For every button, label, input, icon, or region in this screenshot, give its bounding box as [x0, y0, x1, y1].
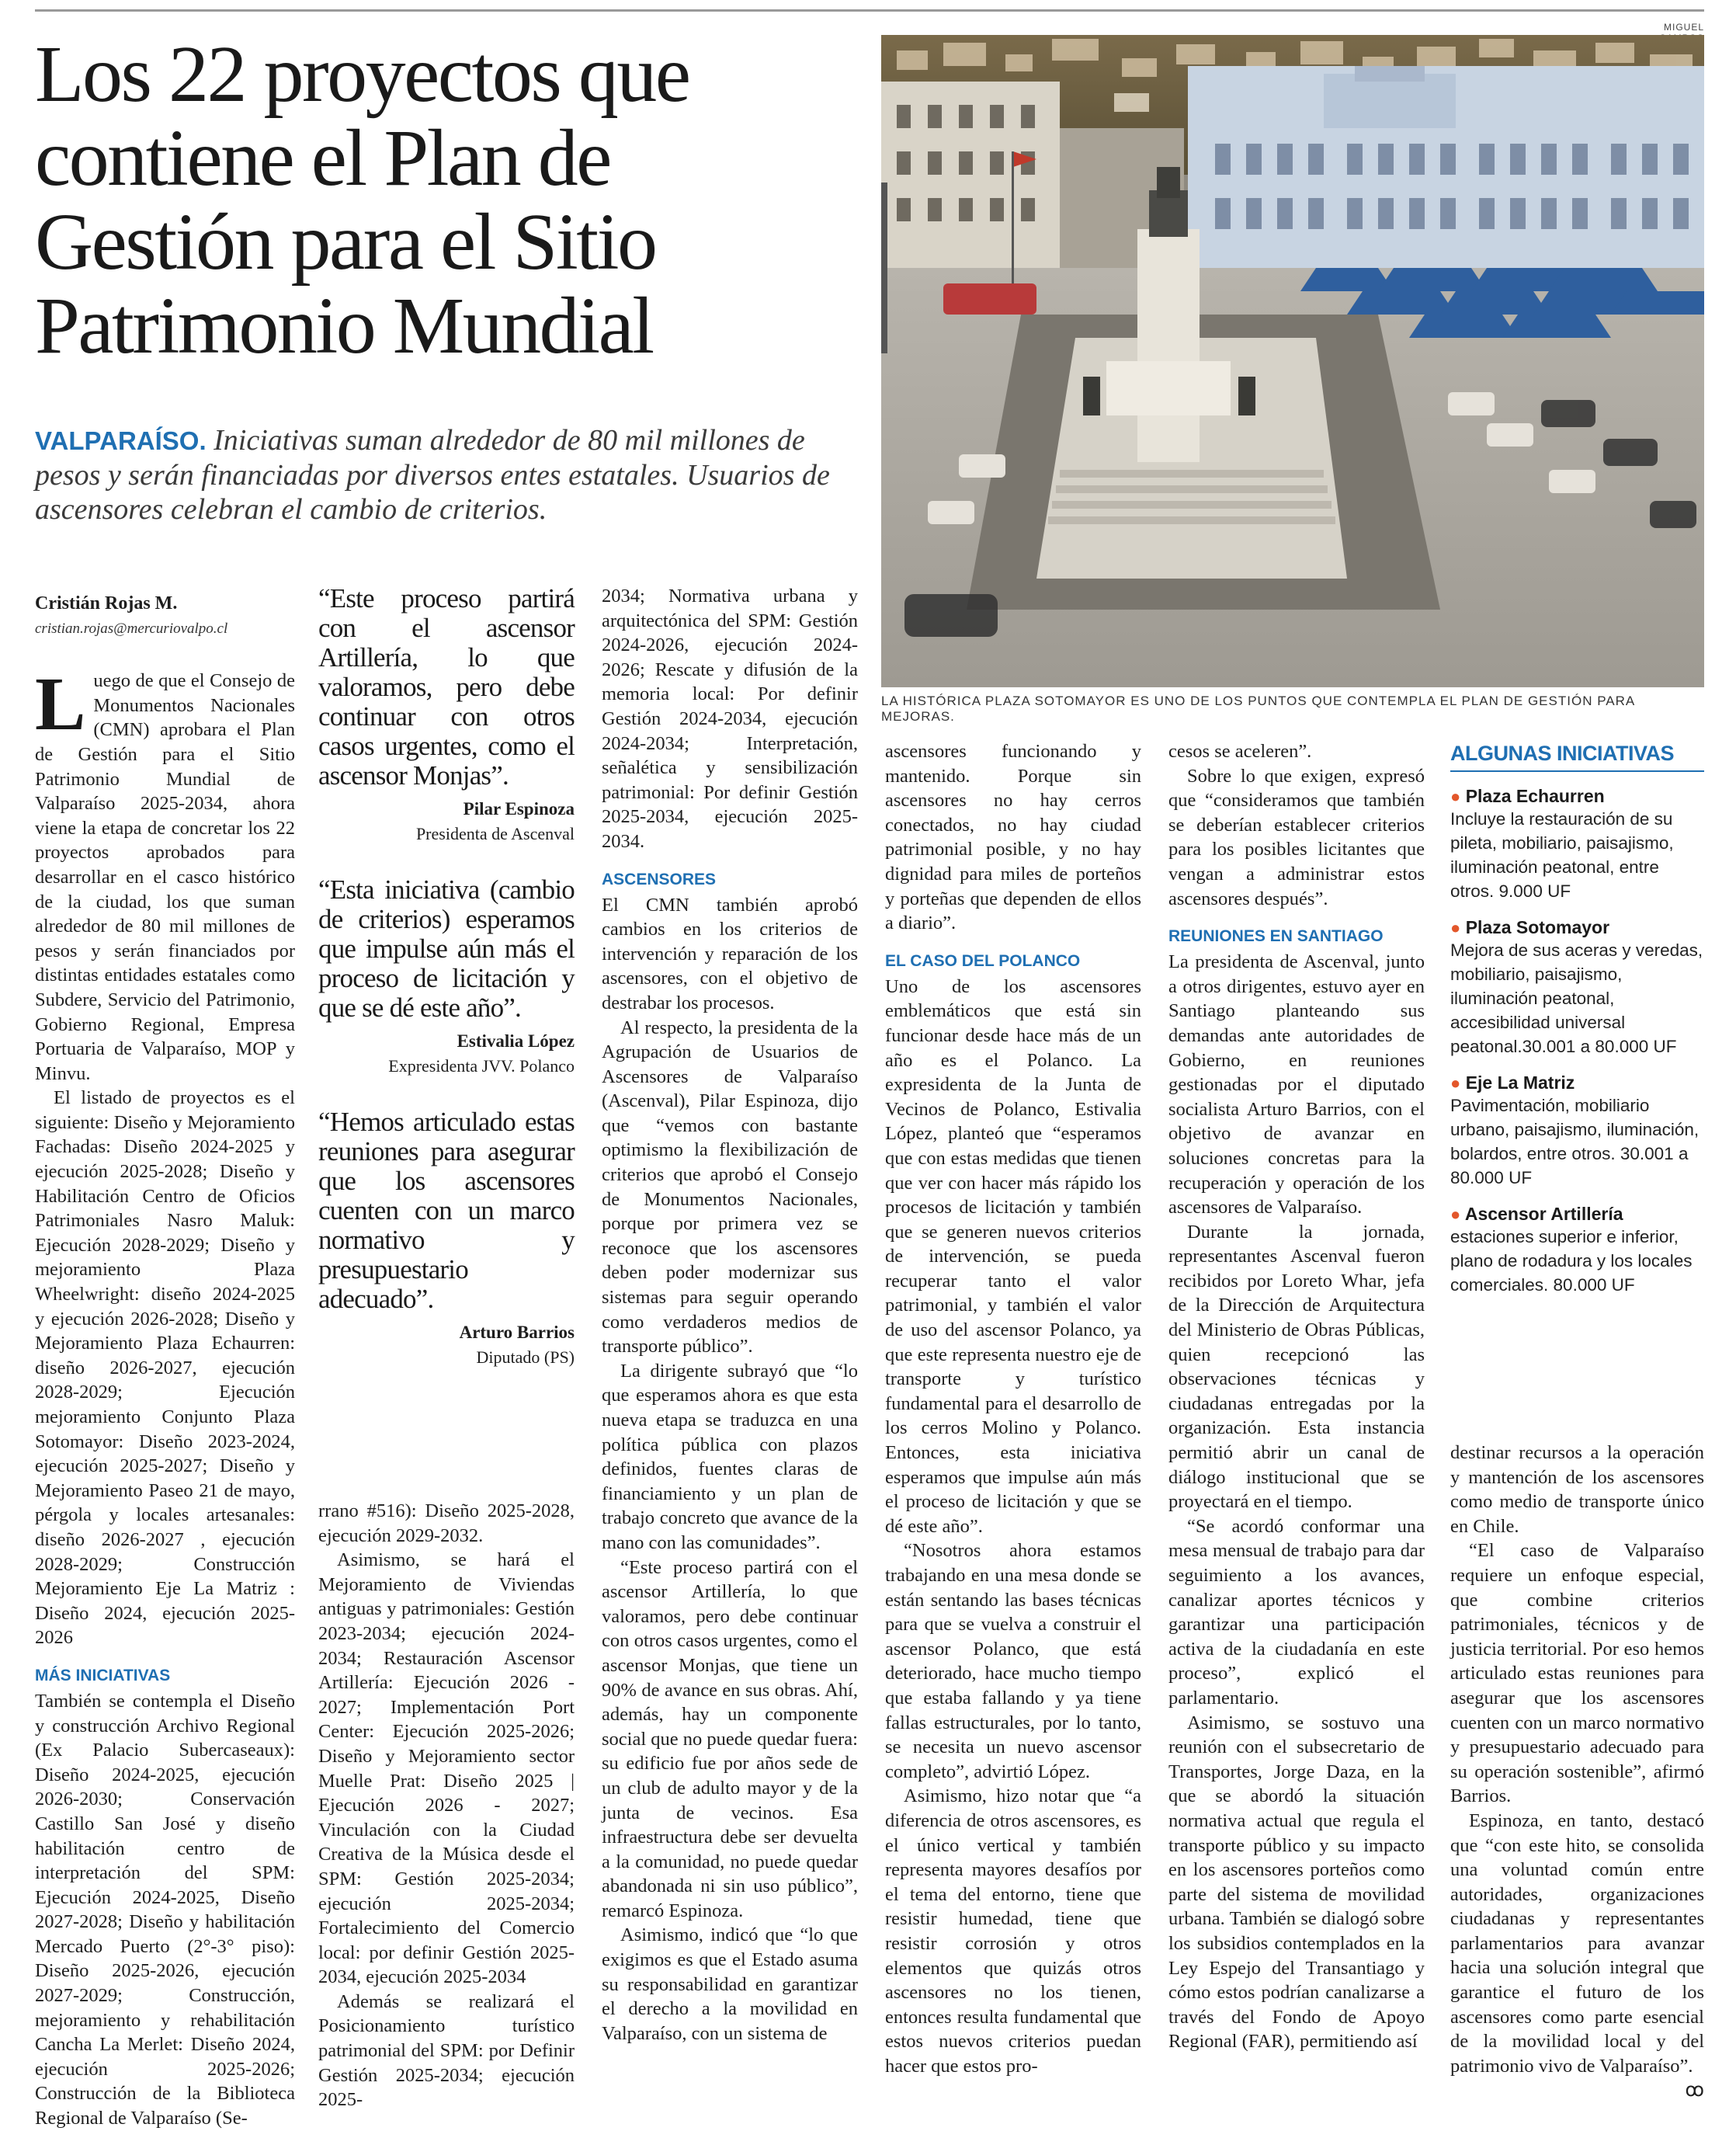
col3-paragraph: La dirigente subrayó que “lo que esperamos ahora es que esta nueva etapa se traduzca en una política pública con plazos definidos, fuentes claras de financiamiento y un plan de trabajo concreto que avance de la mano con las comunidades”. — [602, 1360, 858, 1553]
column-1 — [35, 592, 295, 2131]
col4-paragraph: Uno de los ascensores emblemáticos que está sin funcionar desde hace más de un año es el Polanco. La expresidenta de la Junta de Vecinos de Polanco, Estivalia López, planteó que “esperamos que con estas medidas que tienen que ver con hacer más rápido los procesos de licitación y también que se generen nuevos criterios de intervención, se pueda recuperar tanto el valor patrimonial, y también el valor de uso del ascensor Polanco, ya que este representa nuestro eje de transporte y turístico fundamental para el desarrollo de los cerros Molino y Polanco. Entonces, esta iniciativa esperamos que impulse aún más el proceso de licitación y que se dé este año”. — [885, 975, 1141, 1537]
subhead-el-caso-del-polanco: EL CASO DEL POLANCO — [885, 951, 1081, 970]
col5-paragraph: La presidenta de Ascenval, junto a otros dirigentes, estuvo ayer en Santiago planteando sus demandas ante autoridades de Gobierno, en reuniones gestionadas por el diputado socialista Arturo Barrios, con el objetivo de avanzar en soluciones concretas para la recuperación y operación de los ascensores de Valparaíso. — [1168, 951, 1425, 1218]
sidebar-item-text: Mejora de sus aceras y veredas, mobiliario, paisajismo, iluminación peatonal, accesibilidad universal peatonal.30.001 a 80.000 UF — [1450, 940, 1703, 1056]
lede — [35, 423, 866, 527]
plaza-sotomayor-photo — [881, 35, 1704, 687]
pull-quote-text: “Esta iniciativa (cambio de criterios) esperamos que impulse aún más el proceso de licitación y que se dé este año”. — [318, 874, 575, 1024]
col1-paragraph: uego de que el Consejo de Monumentos Nacionales (CMN) aprobara el Plan de Gestión para el Sitio Patrimonio Mundial de Valparaíso 2025-2034, ahora viene la etapa de concretar los 22 proyectos aprobados para desarrollar en el casco histórico de la ciudad, los que suman alrededor de 80 mil millones de pesos y serán financiados por distintas entidades estatales como Subdere, Servicio del Patrimonio, Gobierno Regional, Empresa Portuaria de Valparaíso, MOP y Minvu. — [35, 670, 295, 1084]
sidebar-rule — [1450, 770, 1704, 772]
pull-quote-role: Diputado (PS) — [476, 1347, 575, 1367]
pull-quote-name: Pilar Espinoza — [463, 799, 575, 819]
lede-kicker: VALPARAÍSO. — [35, 426, 207, 455]
column-2 — [318, 584, 575, 1370]
col6-paragraph: “El caso de Valparaíso requiere un enfoque especial, que combine criterios patrimoniales, técnicos y de justicia territorial. Por eso hemos articulado estas reuniones para asegurar que los ascensores cuenten con un marco normativo y presupuestario adecuado para su operación sostenible”, afirmó Barrios. — [1450, 1540, 1704, 1807]
pull-quote-text: “Hemos articulado estas reuniones para asegurar que los ascensores cuenten con un marco normativo y presupuestario adecuado”. — [318, 1107, 575, 1315]
sidebar-item-text: Pavimentación, mobiliario urbano, paisajismo, iluminación, bolardos, entre otros. 30.001 a 80.000 UF — [1450, 1096, 1700, 1187]
pull-quote-name: Arturo Barrios — [459, 1323, 575, 1343]
col5-paragraph: cesos se aceleren”. — [1168, 741, 1312, 762]
sidebar-title: ALGUNAS INICIATIVAS — [1450, 742, 1675, 765]
col3-paragraph: Al respecto, la presidenta de la Agrupación de Usuarios de Ascensores de Valparaíso (Ascenval), Pilar Espinoza, dijo que “vemos con bastante optimismo la flexibilización de criterios que aprobó el Consejo de Monumentos Nacionales, porque por primera vez se reconoce que los ascensores deben poder modernizar sus sistemas para seguir operando como verdaderos medios de transporte público”. — [602, 1017, 858, 1358]
col2-paragraph: rrano #516): Diseño 2025-2028, ejecución 2029-2032. — [318, 1500, 575, 1546]
photo-caption: LA HISTÓRICA PLAZA SOTOMAYOR ES UNO DE LOS PUNTOS QUE CONTEMPLA EL PLAN DE GESTIÓN PARA MEJORAS. — [881, 694, 1635, 724]
pull-quote-role: Presidenta de Ascenval — [415, 823, 575, 843]
col3-paragraph: Asimismo, indicó que “lo que exigimos es que el Estado asuma su responsabilidad en garantizar el derecho a la movilidad en Valparaíso, con un sistema de — [602, 1924, 858, 2044]
sidebar-item-name: Ascensor Artillería — [1464, 1204, 1623, 1224]
bullet-icon: ● — [1450, 1205, 1461, 1224]
col4-paragraph: “Nosotros ahora estamos trabajando en una mesa donde se están sentando las bases técnicas para que se vuelva a construir el ascensor Polanco, que está deteriorado, hace mucho tiempo que estaba fallando y ya tiene fallas estructurales, por lo tanto, se necesita un nuevo ascensor completo”, advirtió López. — [885, 1540, 1141, 1782]
col5-paragraph: “Se acordó conformar una mesa mensual de trabajo para dar seguimiento a los avances, canalizar aportes técnicos y garantizar una participación activa de la ciudadanía en este proceso”, explicó el parlamentario. — [1168, 1515, 1425, 1709]
bullet-icon: ● — [1450, 1073, 1461, 1093]
subhead-reuniones-en-santiago: REUNIONES EN SANTIAGO — [1168, 927, 1384, 946]
pull-quote-role: Expresidenta JVV. Polanco — [388, 1055, 575, 1076]
end-mark: ꝏ — [1685, 2081, 1704, 2101]
headline: Los 22 proyectos que contiene el Plan de Gestión para el Sitio Patrimonio Mundial — [35, 30, 689, 370]
pull-quote — [318, 584, 575, 846]
col5-paragraph: Asimismo, se sostuvo una reunión con el subsecretario de Transportes, Jorge Daza, en la que se abordó la situación normativa actual que regula el transporte público y su impacto en los ascensores porteños como parte del sistema de movilidad urbana. También se dialogó sobre los subsidios contemplados en la Ley Espejo del Transantiago y cómo estos podrían canalizarse a través del Fondo de Apoyo Regional (FAR), permitiendo así — [1168, 1712, 1425, 2053]
col5-paragraph: Sobre lo que exigen, expresó que “consideramos que también se deberían establecer criterios para los posibles licitantes que vengan a administrar estos ascensores después”. — [1168, 765, 1425, 909]
sidebar-item — [1450, 1072, 1704, 1190]
col5-paragraph: Durante la jornada, representantes Ascenval fueron recibidos por Loreto Whar, jefa de la Dirección de Arquitectura del Ministerio de Obras Públicas, quien recepcionó las observaciones técnicas y ciudadanas entregadas por la organización. Esta instancia permitió abrir un canal de diálogo institucional que se proyectará en el tiempo. — [1168, 1221, 1425, 1513]
col4-paragraph: Asimismo, hizo notar que “a diferencia de otros ascensores, es el único vertical y también representa mayores desafíos por el tema del entorno, tiene que resistir humedad, tiene que resistir corrosión y otros elementos que quizás otros ascensores no los tienen, entonces resulta fundamental que estos nuevos criterios puedan hacer que estos pro- — [885, 1785, 1141, 2077]
sidebar-algunas-iniciativas — [1450, 742, 1704, 1297]
col3-paragraph: 2034; Normativa urbana y arquitectónica del SPM: Gestión 2024-2026, ejecución 2024-2026; Rescate y difusión de la memoria local: Por definir Gestión 2024-2034, ejecución 2024-2034; Interpretación, señalética y sensibilización patrimonial: Por definir Gestión 2025-2034, ejecución 2025-2034. — [602, 586, 858, 852]
sidebar-item — [1450, 1204, 1704, 1297]
col1-paragraph: El listado de proyectos es el siguiente: Diseño y Mejoramiento Fachadas: Diseño 2024-2025 y ejecución 2025-2028; Diseño y Habilitación Centro de Oficios Patrimoniales Nasro Maluk: Ejecución 2028-2029; Diseño y mejoramiento Plaza Wheelwright: diseño 2024-2025 y ejecución 2026-2028; Diseño y Mejoramiento Plaza Echaurren: diseño 2026-2027, ejecución 2028-2029; Ejecución mejoramiento Conjunto Plaza Sotomayor: Diseño 2023-2024, ejecución 2025-2027; Diseño y Mejoramiento Paseo 21 de mayo, pérgola y locales artesanales: diseño 2026-2027 , ejecución 2028-2029; Construcción Mejoramiento Eje La Matriz : Diseño 2024, ejecución 2025-2026 — [35, 1087, 295, 1649]
column-6 — [1450, 1441, 1704, 2104]
sidebar-item-name: Plaza Sotomayor — [1465, 917, 1610, 937]
col2-paragraph: Además se realizará el Posicionamiento turístico patrimonial del SPM: por Definir Gestión 2025-2034; ejecución 2025- — [318, 1990, 575, 2111]
col4-paragraph: ascensores funcionando y mantenido. Porque sin ascensores no hay cerros conectados, no hay ciudad patrimonial posible, y no hay dignidad para miles de porteños y porteñas que dependen de ellos a diario”. — [885, 741, 1141, 934]
col6-paragraph: destinar recursos a la operación y mantención de los ascensores como medio de transporte único en Chile. — [1450, 1442, 1704, 1537]
byline-email: cristian.rojas@mercuriovalpo.cl — [35, 620, 228, 637]
top-rule — [35, 9, 1704, 12]
byline-author: Cristián Rojas M. — [35, 593, 178, 614]
col6-paragraph: Espinoza, en tanto, destacó que “con este hito, se consolida una voluntad común entre autoridades, organizaciones ciudadanas y representantes parlamentarios para avanzar hacia una solución integral que garantice el futuro de los ascensores como parte esencial de la movilidad local y del patrimonio vivo de Valparaíso”. — [1450, 1809, 1704, 2077]
column-4 — [885, 739, 1141, 2078]
sidebar-item — [1450, 786, 1704, 903]
sidebar-item-name: Plaza Echaurren — [1465, 786, 1605, 806]
sidebar-item — [1450, 917, 1704, 1059]
col3-paragraph: El CMN también aprobó cambios en los criterios de intervención y reparación de los ascensores, con el objetivo de destrabar los procesos. — [602, 894, 858, 1013]
pull-quote-text: “Este proceso partirá con el ascensor Artillería, lo que valoramos, pero debe continuar con otros casos urgentes, como el ascensor Monjas”. — [318, 583, 575, 791]
sidebar-item-text: estaciones superior e inferior, plano de rodadura y los locales comerciales. 80.000 UF — [1450, 1227, 1693, 1295]
bullet-icon: ● — [1450, 787, 1461, 806]
col1-paragraph: También se contempla el Diseño y construcción Archivo Regional (Ex Palacio Subercaseaux): Diseño 2024-2025, ejecución 2026-2030; Conservación Castillo San José y diseño habilitación centro de interpretación del SPM: Ejecución 2024-2025, Diseño 2027-2028; Diseño y habilitación Mercado Puerto (2°-3° piso): Diseño 2025-2026, ejecución 2027-2029; Construcción, mejoramiento y rehabilitación Cancha La Merlet: Diseño 2024, ejecución 2025-2026; Construcción de la Biblioteca Regional de Valparaíso (Se- — [35, 1690, 295, 2129]
column-3 — [602, 584, 858, 2046]
column-2-body — [318, 1499, 575, 2112]
col3-paragraph: “Este proceso partirá con el ascensor Artillería, lo que valoramos, pero debe continuar con otros casos urgentes, como el ascensor Monjas, que tiene un 90% de avance en sus obras. Ahí, además, hay un componente social que no puede quedar fuera: su edificio fue por años sede de un club de adulto mayor y de la junta de vecinos. Esa infraestructura debe ser devuelta a la comunidad, no puede quedar abandonada ni sin uso público”, remarcó Espinoza. — [602, 1556, 858, 1921]
pull-quote — [318, 875, 575, 1078]
pull-quote-name: Estivalia López — [457, 1031, 575, 1052]
pull-quote — [318, 1107, 575, 1369]
subhead-ascensores: ASCENSORES — [602, 870, 717, 888]
col2-paragraph: Asimismo, se hará el Mejoramiento de Viviendas antiguas y patrimoniales: Gestión 2023-2034; ejecución 2024-2034; Restauración Ascensor Artillería: Ejecución 2026 - 2027; Implementación Port Center: Ejecución 2025-2026; Diseño y Mejoramiento sector Muelle Prat: Diseño 2025 | Ejecución 2026 - 2027; Vinculación con la Ciudad Creativa de la Música desde el SPM: Gestión 2025-2034; ejecución 2025-2034; Fortalecimiento del Comercio local: por definir Gestión 2025-2034, ejecución 2025-2034 — [318, 1549, 575, 1988]
bullet-icon: ● — [1450, 918, 1461, 937]
subhead-mas-iniciativas: MÁS INICIATIVAS — [35, 1666, 171, 1684]
lede-text: Iniciativas suman alrededor de 80 mil millones de pesos y serán financiadas por diversos entes estatales. Usuarios de ascensores celebran el cambio de criterios. — [35, 424, 830, 526]
column-5 — [1168, 739, 1425, 2054]
sidebar-item-text: Incluye la restauración de su pileta, mobiliario, paisajismo, iluminación peatonal, entre otros. 9.000 UF — [1450, 809, 1674, 901]
photo-credit: MIGUEL — [1663, 22, 1704, 33]
plaza-photo-illustration — [881, 35, 1704, 687]
dropcap: L — [35, 662, 86, 747]
sidebar-item-name: Eje La Matriz — [1465, 1072, 1575, 1093]
